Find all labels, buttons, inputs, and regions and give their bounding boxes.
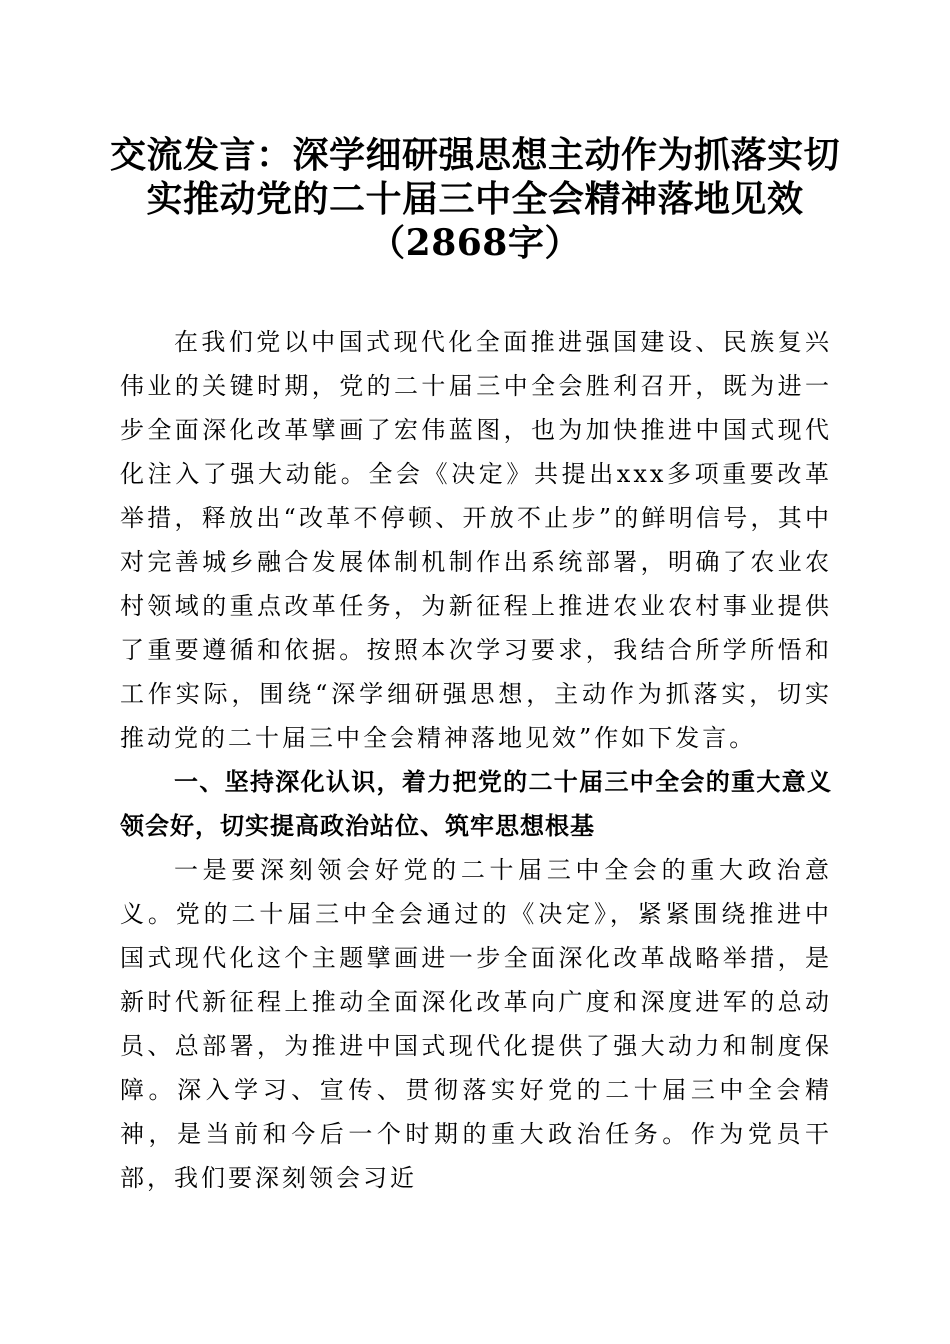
- title-word-count: （2868字）: [369, 222, 581, 264]
- title-line-2: 实推动党的二十届三中全会精神落地见效: [146, 178, 804, 220]
- document-title: [100, 133, 850, 265]
- section-1-paragraph: 一是要深刻领会好党的二十届三中全会的重大政治意义。党的二十届三中全会通过的《决定》，紧紧围绕推进中国式现代化这个主题擘画进一步全面深化改革战略举措，是新时代新征程上推动全面深化改革向广度和深度进军的总动员、总部署，为推进中国式现代化提供了强大动力和制度保障。深入学习、宣传、贯彻落实好党的二十届三中全会精神，是当前和今后一个时期的重大政治任务。作为党员干部，我们要深刻领会习近: [120, 856, 832, 1192]
- document-body: [120, 320, 832, 1200]
- intro-paragraph: 在我们党以中国式现代化全面推进强国建设、民族复兴伟业的关键时期，党的二十届三中全会胜利召开，既为进一步全面深化改革擘画了宏伟蓝图，也为加快推进中国式现代化注入了强大动能。全会《决定》共提出xxx多项重要改革举措，释放出“改革不停顿、开放不止步”的鲜明信号，其中对完善城乡融合发展体制机制作出系统部署，明确了农业农村领域的重点改革任务，为新征程上推进农业农村事业提供了重要遵循和依据。按照本次学习要求，我结合所学所悟和工作实际，围绕“深学细研强思想，主动作为抓落实，切实推动党的二十届三中全会精神落地见效”作如下发言。: [120, 328, 832, 752]
- title-line-1: 交流发言：深学细研强思想主动作为抓落实切: [109, 134, 840, 176]
- section-heading-1: 一、坚持深化认识，着力把党的二十届三中全会的重大意义领会好，切实提高政治站位、筑牢思想根基: [120, 768, 832, 840]
